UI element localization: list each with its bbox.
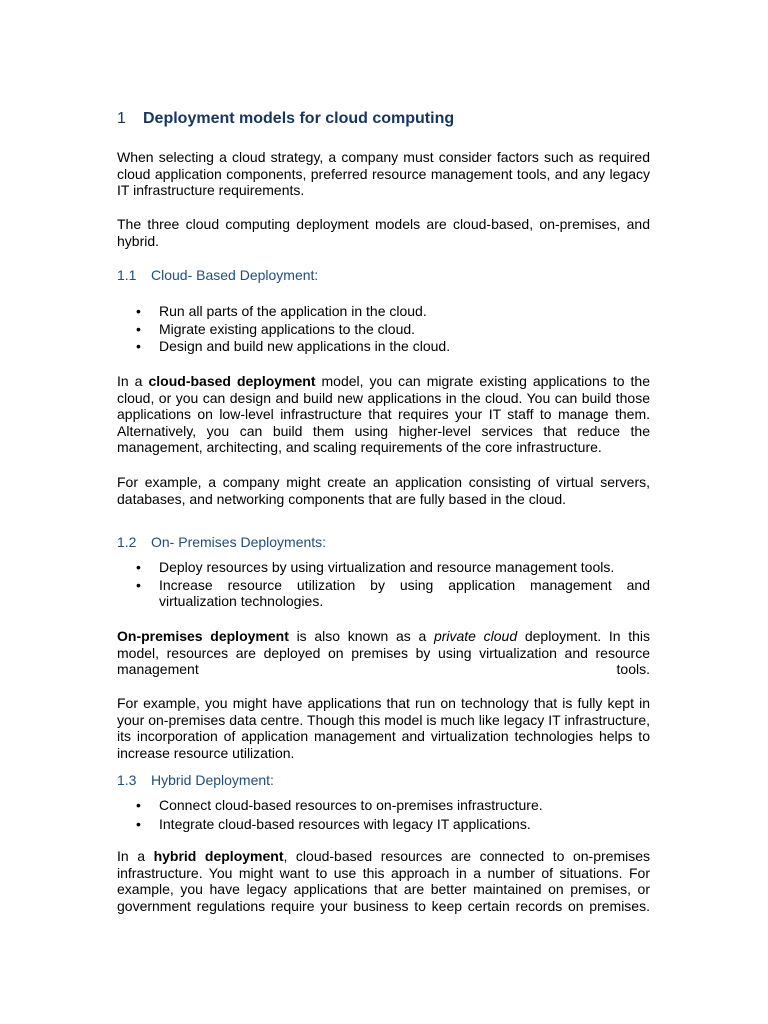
hybrid-paragraph-1: In a hybrid deployment, cloud-based resources are connected to on-premises infrastructure. You might want to use this approach in a number of situations. For example, you have legacy applications that are better maintained on premises, or government regulations require your business to keep certain records on premises.	[117, 848, 651, 914]
bullet-icon: •	[136, 320, 141, 337]
cloud-bullet-list	[117, 303, 650, 356]
subsection-heading-cloud	[117, 266, 650, 284]
subsection-number: 1.2	[117, 534, 137, 550]
section-heading	[117, 108, 650, 130]
list-item: • Design and build new applications in the cloud.	[136, 338, 451, 354]
bullet-icon: •	[136, 559, 141, 575]
subsection-title: Hybrid Deployment:	[151, 772, 274, 788]
cloud-paragraph-2: For example, a company might create an application consisting of virtual servers, databases, and networking components that are fully based in the cloud.	[117, 474, 650, 507]
bold-term: On-premises deployment	[117, 628, 289, 644]
intro-paragraph-1: When selecting a cloud strategy, a company must consider factors such as required cloud application components, preferred resource management tools, and any legacy IT infrastructure requirements.	[117, 149, 650, 199]
hybrid-bullet-list	[117, 796, 650, 834]
intro-paragraph-2: The three cloud computing deployment models are cloud-based, on-premises, and hybrid.	[117, 216, 650, 249]
bullet-icon: •	[136, 338, 141, 354]
bullet-icon: •	[136, 816, 141, 832]
subsection-heading-hybrid	[117, 771, 650, 789]
subsection-number: 1.3	[117, 772, 137, 788]
section-title: Deployment models for cloud computing	[143, 110, 455, 127]
italic-term: private cloud	[433, 628, 518, 644]
subsection-title: On- Premises Deployments:	[151, 534, 327, 550]
list-item: • Run all parts of the application in the cloud.	[136, 303, 427, 319]
list-item: • Deploy resources by using virtualization and resource management tools.	[136, 559, 615, 575]
onprem-paragraph-1: On-premises deployment is also known as a private cloud deployment. In this model, resources are deployed on premises by using virtualization and resource management tools.	[117, 628, 650, 678]
subsection-title: Cloud- Based Deployment:	[151, 267, 319, 283]
bullet-icon: •	[136, 576, 141, 593]
bold-term: hybrid deployment	[153, 848, 284, 864]
subsection-number: 1.1	[117, 267, 137, 283]
subsection-heading-onprem	[117, 533, 650, 551]
list-item: • Integrate cloud-based resources with legacy IT applications.	[136, 816, 531, 832]
bold-term: cloud-based deployment	[148, 373, 316, 389]
bullet-icon: •	[136, 797, 141, 813]
onprem-paragraph-2: For example, you might have applications that run on technology that is fully kept in your on-premises data centre. Though this model is much like legacy IT infrastructure, its incorporation of application management and virtualization technologies helps to increase resource utilization.	[117, 695, 650, 761]
list-item: • Connect cloud-based resources to on-premises infrastructure.	[136, 797, 543, 813]
list-item: • Migrate existing applications to the cloud.	[136, 320, 416, 337]
bullet-icon: •	[136, 303, 141, 319]
section-number: 1	[117, 110, 126, 127]
list-item: • Increase resource utilization by using application management and virtualization technologies.	[136, 576, 650, 610]
onprem-bullet-list	[117, 559, 650, 610]
cloud-paragraph-1: In a cloud-based deployment model, you can migrate existing applications to the cloud, or you can design and build new applications in the cloud. You can build those applications on low-level infrastructure that requires your IT staff to manage them. Alternatively, you can build them using higher-level services that reduce the management, architecting, and scaling requirements of the core infrastructure.	[117, 373, 650, 456]
